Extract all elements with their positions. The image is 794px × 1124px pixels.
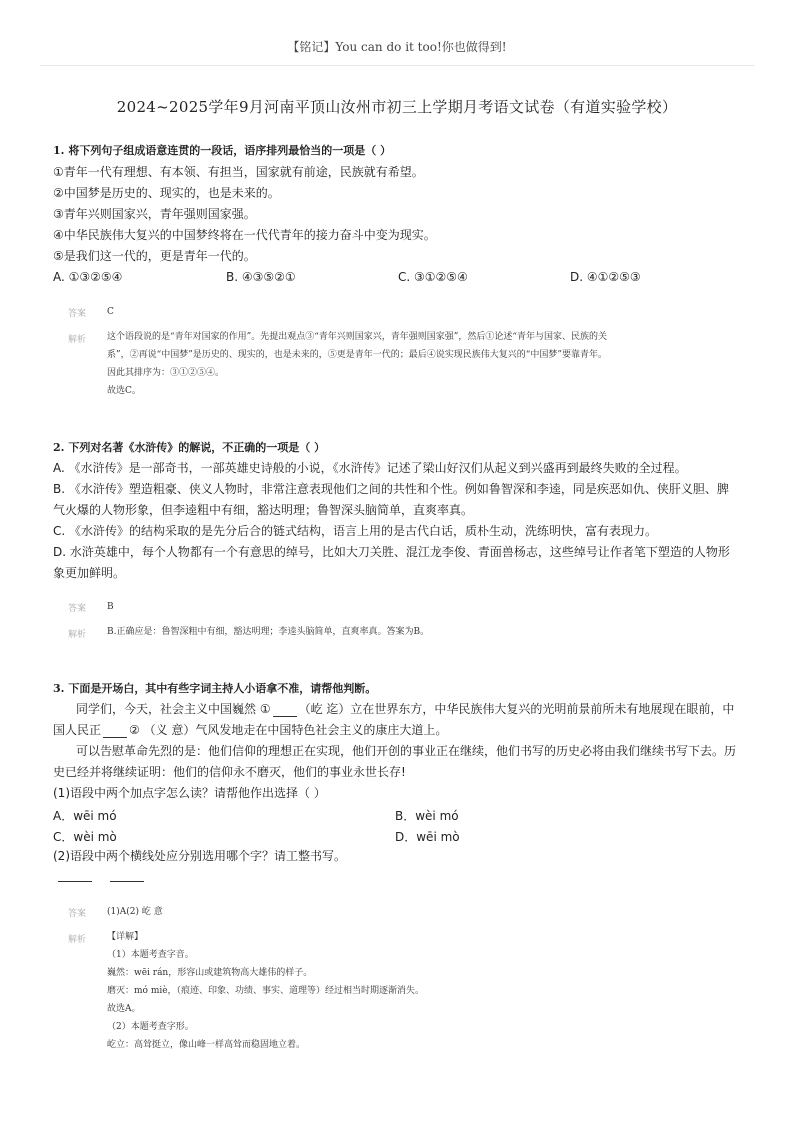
- q2-option-b[interactable]: B. 《水浒传》塑造粗豪、侠义人物时，非常注意表现他们之间的共性和个性。例如鲁智深和李逵，同是疾恶如仇、侠肝义胆、脾: [53, 482, 729, 496]
- q1-analysis-line: 系”，②再说“中国梦”是历史的、现实的，也是未来的，⑤更是青年一代的；最后④说实现民族伟大复兴的“中国梦”要靠青年。: [107, 350, 608, 360]
- q3-option-d[interactable]: D．wēi mò: [395, 830, 460, 844]
- q3-analysis-line: 故选A。: [107, 1004, 141, 1014]
- q2-stem: 2. 下列对名著《水浒传》的解说，不正确的一项是（ ）: [53, 441, 326, 454]
- q2-option-a[interactable]: A. 《水浒传》是一部奇书，一部英雄史诗般的小说，《水浒传》记述了梁山好汉们从起义到兴盛再到最终失败的全过程。: [53, 461, 687, 475]
- q1-option-d[interactable]: D. ④①②⑤③: [570, 270, 641, 284]
- q1-analysis-line: 这个语段说的是“青年对国家的作用”。先提出观点③“青年兴则国家兴，青年强则国家强”，然后①论述“青年与国家、民族的关: [107, 332, 608, 342]
- q3-passage-text: （屹 迄）立在世界东方，中华民族伟大复兴的光明前景前所未有地展现在眼前，中: [298, 702, 735, 716]
- q2-option-d-cont: 象更加鲜明。: [53, 566, 126, 580]
- q3-analysis-line: 巍然：wēi rán，形容山或建筑物高大雄伟的样子。: [107, 968, 313, 978]
- q3-option-b[interactable]: B．wèi mó: [395, 809, 459, 823]
- q1-analysis-line: 因此其排序为：③①②⑤④。: [107, 368, 225, 378]
- q2-option-d[interactable]: D. 水浒英雄中，每个人物都有一个有意思的绰号，比如大刀关胜、混江龙李俊、青面兽杨志，这些绰号让作者笔下塑造的人物形: [53, 545, 730, 559]
- q3-option-c[interactable]: C．wèi mò: [53, 830, 117, 844]
- q3-sub1: (1)语段中两个加点字怎么读？请帮他作出选择（ ）: [53, 786, 326, 800]
- q1-stem: 1. 将下列句子组成语意连贯的一段话，语序排列最恰当的一项是（ ）: [53, 144, 392, 157]
- q3-analysis-line: 屹立：高耸挺立，像山峰一样高耸而稳固地立着。: [107, 1040, 306, 1050]
- q3-passage-line3: 可以告慰革命先烈的是：他们信仰的理想正在实现，他们开创的事业正在继续，他们书写的历史必将由我们继续书写下去。历: [76, 744, 737, 758]
- q1-analysis-line: 故选C。: [107, 386, 141, 396]
- q3-answer-label: 答案: [68, 909, 87, 919]
- q1-sentence: ②中国梦是历史的、现实的，也是未来的。: [53, 186, 280, 200]
- q3-stem: 3. 下面是开场白，其中有些字词主持人小语拿不准，请帮他判断。: [53, 682, 377, 695]
- q1-sentence: ①青年一代有理想、有本领、有担当，国家就有前途，民族就有希望。: [53, 165, 424, 179]
- q3-analysis-line: （1）本题考查字音。: [107, 950, 194, 960]
- q3-passage-line2: [53, 723, 447, 738]
- header-divider: [40, 65, 754, 66]
- q3-sub2: (2)语段中两个横线处应分别选用哪个字？请工整书写。: [53, 849, 347, 863]
- q1-sentence: ④中华民族伟大复兴的中国梦终将在一代代青年的接力奋斗中变为现实。: [53, 228, 436, 242]
- q3-passage-line4: 史已经并将继续证明：他们的信仰永不磨灭，他们的事业永世长存!: [53, 765, 406, 779]
- q2-answer-label: 答案: [68, 604, 87, 614]
- blank-2[interactable]: [103, 726, 127, 738]
- blank-1[interactable]: [273, 705, 297, 717]
- q1-answer-label: 答案: [68, 309, 87, 319]
- q1-option-a[interactable]: A. ①③②⑤④: [53, 270, 123, 284]
- q1-option-c[interactable]: C. ③①②⑤④: [398, 270, 468, 284]
- q1-analysis-label: 解析: [68, 335, 87, 345]
- q3-passage-text: 同学们，今天，社会主义中国巍然 ①: [76, 702, 271, 716]
- q2-option-c[interactable]: C. 《水浒传》的结构采取的是先分后合的链式结构，语言上用的是古代白话，质朴生动，洗练明快，富有表现力。: [53, 524, 658, 538]
- page-title: 2024~2025学年9月河南平顶山汝州市初三上学期月考语文试卷（有道实验学校）: [116, 98, 678, 116]
- q3-analysis-line: 【详解】: [107, 932, 144, 942]
- q1-answer: C: [107, 307, 114, 317]
- q2-answer: B: [107, 602, 114, 612]
- answer-blank-1[interactable]: [58, 881, 92, 882]
- q3-analysis-line: 磨灭：mó miè，（痕迹、印象、功绩、事实、道理等）经过相当时期逐渐消失。: [107, 986, 425, 996]
- q3-passage-text: ② （义 意）气风发地走在中国特色社会主义的康庄大道上。: [129, 723, 448, 737]
- q3-analysis-label: 解析: [68, 935, 87, 945]
- q1-option-b[interactable]: B. ④③⑤②①: [226, 270, 296, 284]
- q2-analysis-label: 解析: [68, 630, 87, 640]
- q3-option-a[interactable]: A．wēi mó: [53, 809, 117, 823]
- q3-answer: (1)A(2) 屹 意: [107, 907, 163, 917]
- q2-option-b-cont: 气火爆的人物形象，但李逵粗中有细，豁达明理；鲁智深头脑简单，直爽率真。: [53, 503, 474, 517]
- q1-sentence: ⑤是我们这一代的，更是青年一代的。: [53, 249, 256, 263]
- q3-passage-line1: [76, 702, 734, 717]
- answer-blank-2[interactable]: [110, 881, 144, 882]
- q3-analysis-line: （2）本题考查字形。: [107, 1022, 194, 1032]
- q3-passage-text: 国人民正: [53, 723, 102, 737]
- header-note: 【铭记】You can do it too!你也做得到!: [287, 40, 507, 54]
- q2-analysis: B.正确应是：鲁智深粗中有细，豁达明理；李逵头脑简单，直爽率真。答案为B。: [107, 627, 430, 637]
- q1-sentence: ③青年兴则国家兴，青年强则国家强。: [53, 207, 256, 221]
